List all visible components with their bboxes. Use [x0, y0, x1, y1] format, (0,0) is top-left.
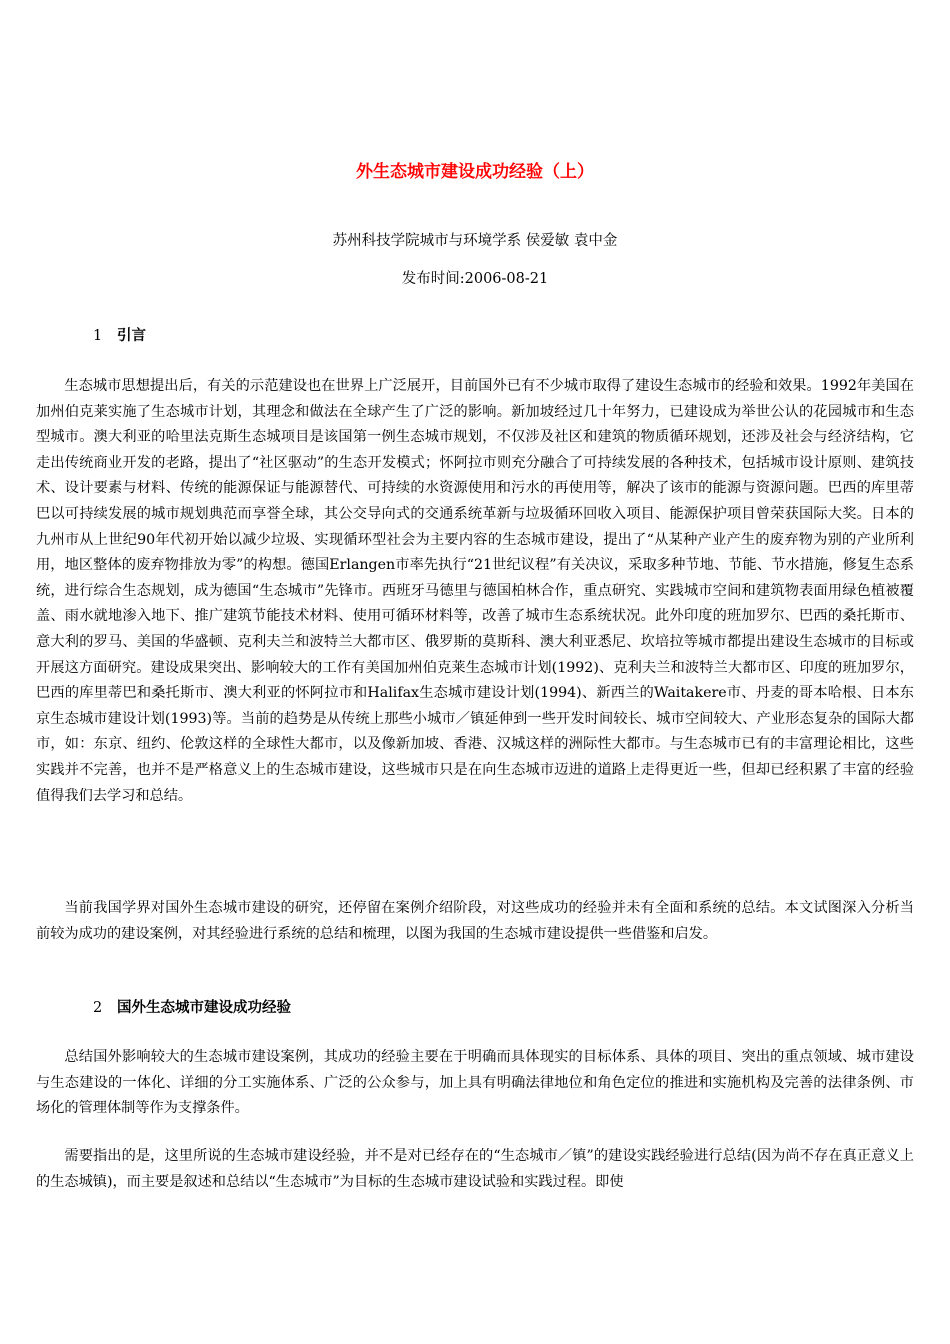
publish-date: 发布时间:2006-08-21	[401, 271, 549, 287]
document-title: 外生态城市建设成功经验（上）	[356, 162, 594, 182]
body-paragraph: 需要指出的是，这里所说的生态城市建设经验，并不是对已经存在的“生态城市／镇”的建设实践经验进行总结(因为尚不存在真正意义上的生态城镇)，而主要是叙述和总结以“生态城市”为目标的生态城市建设试验和实践过程。即使	[36, 1148, 914, 1190]
body-paragraph: 生态城市思想提出后，有关的示范建设也在世界上广泛展开，目前国外已有不少城市取得了建设生态城市的经验和效果。1992年美国在加州伯克莱实施了生态城市计划，其理念和做法在全球产生了广泛的影响。新加坡经过几十年努力，已建设成为举世公认的花园城市和生态型城市。澳大利亚的哈里法克斯生态城项目是该国第一例生态城市规划，不仅涉及社区和建筑的物质循环规划，还涉及社会与经济结构，它走出传统商业开发的老路，提出了“社区驱动”的生态开发模式；怀阿拉市则充分融合了可持续发展的各种技术，包括城市设计原则、建筑技术、设计要素与材料、传统的能源保证与能源替代、可持续的水资源使用和污水的再使用等，解决了该市的能源与资源问题。巴西的库里蒂巴以可持续发展的城市规划典范而享誉全球，其公交导向式的交通系统革新与垃圾循环回收入项目、能源保护项目曾荣获国际大奖。日本的九州市从上世纪90年代初开始以减少垃圾、实现循环型社会为主要内容的生态城市建设，提出了“从某种产业产生的废弃物为别的产业所利用，地区整体的废弃物排放为零”的构想。德国Erlangen市率先执行“21世纪议程”有关决议，采取多种节地、节能、节水措施，修复生态系统，进行综合生态规划，成为德国“生态城市”先锋市。西班牙马德里与德国柏林合作，重点研究、实践城市空间和建筑物表面用绿色植被覆盖、雨水就地渗入地下、推广建筑节能技术材料、使用可循环材料等，改善了城市生态系统状况。此外印度的班加罗尔、巴西的桑托斯市、意大利的罗马、美国的华盛顿、克利夫兰和波特兰大都市区、俄罗斯的莫斯科、澳大利亚悉尼、坎培拉等城市都提出建设生态城市的目标或开展这方面研究。建设成果突出、影响较大的工作有美国加州伯克莱生态城市计划(1992)、克利夫兰和波特兰大都市区、印度的班加罗尔，巴西的库里蒂巴和桑托斯市、澳大利亚的怀阿拉市和Halifax生态城市建设计划(1994)、新西兰的Waitakere市、丹麦的哥本哈根、日本东京生态城市建设计划(1993)等。当前的趋势是从传统上那些小城市／镇延伸到一些开发时间较长、城市空间较大、产业形态复杂的国际大都市，如：东京、纽约、伦敦这样的全球性大都市，以及像新加坡、香港、汉城这样的洲际性大都市。与生态城市已有的丰富理论相比，这些实践并不完善，也并不是严格意义上的生态城市建设，这些城市只是在向生态城市迈进的道路上走得更近一些，但却已经积累了丰富的经验值得我们去学习和总结。	[36, 378, 914, 804]
section-title: 国外生态城市建设成功经验	[117, 999, 291, 1016]
body-paragraph: 总结国外影响较大的生态城市建设案例，其成功的经验主要在于明确而具体现实的目标体系、具体的项目、突出的重点领域、城市建设与生态建设的一体化、详细的分工实施体系、广泛的公众参与，加上具有明确法律地位和角色定位的推进和实施机构及完善的法律条例、市场化的管理体制等作为支撑条件。	[36, 1049, 914, 1117]
body-paragraph: 当前我国学界对国外生态城市建设的研究，还停留在案例介绍阶段，对这些成功的经验并未有全面和系统的总结。本文试图深入分析当前较为成功的建设案例，对其经验进行系统的总结和梳理，以图为我国的生态城市建设提供一些借鉴和启发。	[36, 900, 914, 942]
section-heading-introduction	[93, 325, 146, 347]
section-title: 引言	[117, 327, 146, 344]
author-byline: 苏州科技学院城市与环境学系 侯爱敏 袁中金	[332, 233, 618, 249]
section-heading-experience	[93, 997, 291, 1019]
section-number: 2	[93, 1000, 103, 1016]
section-number: 1	[93, 328, 103, 344]
